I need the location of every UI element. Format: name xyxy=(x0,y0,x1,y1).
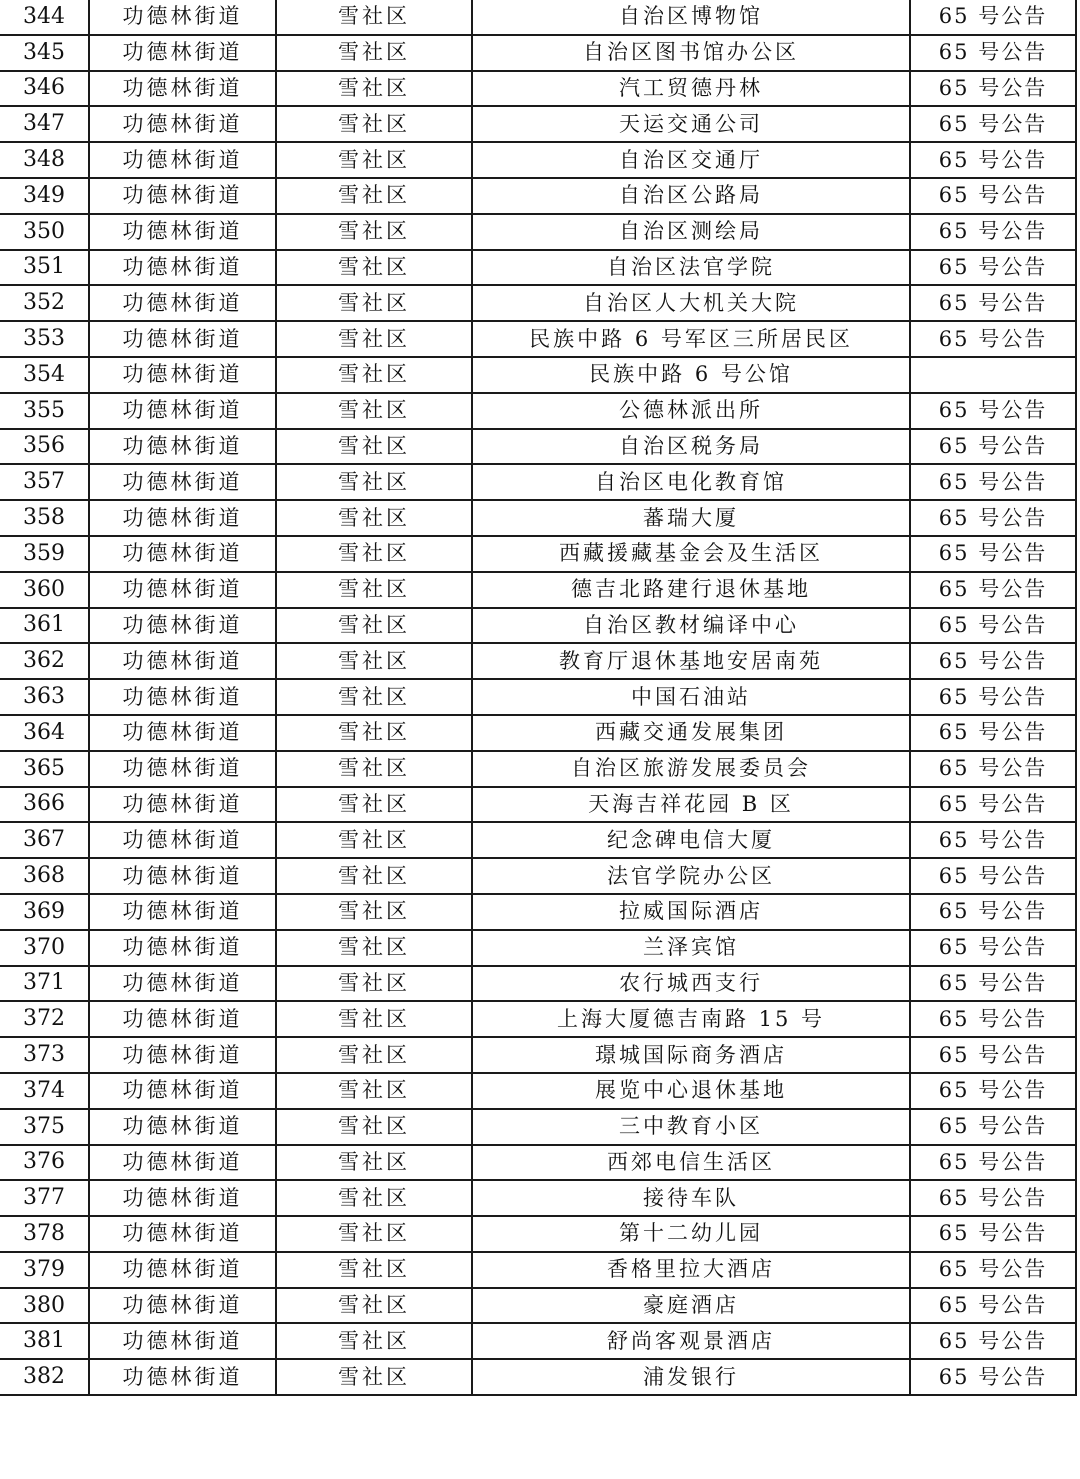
cell-street: 功德林街道 xyxy=(89,1288,276,1324)
cell-community: 雪社区 xyxy=(276,1109,472,1145)
cell-street: 功德林街道 xyxy=(89,214,276,250)
cell-unit: 香格里拉大酒店 xyxy=(472,1252,910,1288)
cell-notice: 65 号公告 xyxy=(910,1252,1076,1288)
cell-street: 功德林街道 xyxy=(89,35,276,71)
cell-community: 雪社区 xyxy=(276,1073,472,1109)
cell-street: 功德林街道 xyxy=(89,822,276,858)
table-row xyxy=(0,464,1076,500)
cell-community: 雪社区 xyxy=(276,285,472,321)
cell-community: 雪社区 xyxy=(276,214,472,250)
cell-street: 功德林街道 xyxy=(89,608,276,644)
cell-unit: 自治区人大机关大院 xyxy=(472,285,910,321)
cell-unit: 蕃瑞大厦 xyxy=(472,500,910,536)
cell-notice: 65 号公告 xyxy=(910,1216,1076,1252)
cell-community: 雪社区 xyxy=(276,1359,472,1395)
cell-notice: 65 号公告 xyxy=(910,71,1076,107)
table-row xyxy=(0,178,1076,214)
table-row xyxy=(0,357,1076,393)
cell-notice: 65 号公告 xyxy=(910,930,1076,966)
cell-street: 功德林街道 xyxy=(89,142,276,178)
cell-street: 功德林街道 xyxy=(89,966,276,1002)
cell-street: 功德林街道 xyxy=(89,357,276,393)
cell-street: 功德林街道 xyxy=(89,1109,276,1145)
cell-community: 雪社区 xyxy=(276,106,472,142)
cell-number: 376 xyxy=(0,1145,89,1181)
cell-street: 功德林街道 xyxy=(89,1145,276,1181)
table-row xyxy=(0,536,1076,572)
cell-unit: 中国石油站 xyxy=(472,679,910,715)
cell-community: 雪社区 xyxy=(276,1252,472,1288)
cell-notice: 65 号公告 xyxy=(910,214,1076,250)
cell-notice: 65 号公告 xyxy=(910,393,1076,429)
cell-community: 雪社区 xyxy=(276,608,472,644)
cell-street: 功德林街道 xyxy=(89,787,276,823)
cell-unit: 豪庭酒店 xyxy=(472,1288,910,1324)
cell-notice: 65 号公告 xyxy=(910,321,1076,357)
cell-street: 功德林街道 xyxy=(89,393,276,429)
table-row xyxy=(0,71,1076,107)
cell-notice: 65 号公告 xyxy=(910,1109,1076,1145)
cell-notice: 65 号公告 xyxy=(910,285,1076,321)
cell-number: 358 xyxy=(0,500,89,536)
cell-notice: 65 号公告 xyxy=(910,464,1076,500)
table-row xyxy=(0,0,1076,35)
cell-street: 功德林街道 xyxy=(89,643,276,679)
cell-number: 372 xyxy=(0,1001,89,1037)
cell-community: 雪社区 xyxy=(276,930,472,966)
cell-notice: 65 号公告 xyxy=(910,1037,1076,1073)
cell-community: 雪社区 xyxy=(276,393,472,429)
cell-community: 雪社区 xyxy=(276,822,472,858)
cell-unit: 自治区交通厅 xyxy=(472,142,910,178)
table-row xyxy=(0,715,1076,751)
cell-street: 功德林街道 xyxy=(89,106,276,142)
cell-notice: 65 号公告 xyxy=(910,1180,1076,1216)
cell-unit: 公德林派出所 xyxy=(472,393,910,429)
cell-notice: 65 号公告 xyxy=(910,35,1076,71)
cell-unit: 纪念碑电信大厦 xyxy=(472,822,910,858)
cell-number: 355 xyxy=(0,393,89,429)
cell-number: 375 xyxy=(0,1109,89,1145)
table-row xyxy=(0,250,1076,286)
cell-notice: 65 号公告 xyxy=(910,608,1076,644)
cell-unit: 拉威国际酒店 xyxy=(472,894,910,930)
cell-number: 369 xyxy=(0,894,89,930)
cell-notice: 65 号公告 xyxy=(910,142,1076,178)
cell-community: 雪社区 xyxy=(276,679,472,715)
cell-street: 功德林街道 xyxy=(89,1180,276,1216)
cell-unit: 自治区图书馆办公区 xyxy=(472,35,910,71)
cell-street: 功德林街道 xyxy=(89,751,276,787)
cell-unit: 天海吉祥花园 B 区 xyxy=(472,787,910,823)
cell-number: 363 xyxy=(0,679,89,715)
table-row xyxy=(0,966,1076,1002)
cell-unit: 自治区教材编译中心 xyxy=(472,608,910,644)
cell-street: 功德林街道 xyxy=(89,715,276,751)
cell-notice: 65 号公告 xyxy=(910,751,1076,787)
table-row xyxy=(0,142,1076,178)
cell-street: 功德林街道 xyxy=(89,1037,276,1073)
table-row xyxy=(0,1288,1076,1324)
cell-unit: 展览中心退休基地 xyxy=(472,1073,910,1109)
cell-number: 373 xyxy=(0,1037,89,1073)
cell-community: 雪社区 xyxy=(276,464,472,500)
cell-community: 雪社区 xyxy=(276,1323,472,1359)
cell-street: 功德林街道 xyxy=(89,464,276,500)
cell-number: 382 xyxy=(0,1359,89,1395)
cell-street: 功德林街道 xyxy=(89,321,276,357)
cell-number: 349 xyxy=(0,178,89,214)
cell-community: 雪社区 xyxy=(276,0,472,35)
cell-unit: 西藏交通发展集团 xyxy=(472,715,910,751)
cell-number: 357 xyxy=(0,464,89,500)
cell-community: 雪社区 xyxy=(276,536,472,572)
cell-unit: 西郊电信生活区 xyxy=(472,1145,910,1181)
cell-notice: 65 号公告 xyxy=(910,0,1076,35)
cell-unit: 汽工贸德丹林 xyxy=(472,71,910,107)
cell-unit: 自治区法官学院 xyxy=(472,250,910,286)
cell-notice: 65 号公告 xyxy=(910,679,1076,715)
table-row xyxy=(0,1216,1076,1252)
table-row xyxy=(0,1073,1076,1109)
cell-number: 345 xyxy=(0,35,89,71)
cell-number: 359 xyxy=(0,536,89,572)
cell-notice: 65 号公告 xyxy=(910,858,1076,894)
cell-notice: 65 号公告 xyxy=(910,1145,1076,1181)
cell-street: 功德林街道 xyxy=(89,1252,276,1288)
cell-street: 功德林街道 xyxy=(89,536,276,572)
cell-number: 352 xyxy=(0,285,89,321)
cell-community: 雪社区 xyxy=(276,71,472,107)
cell-unit: 三中教育小区 xyxy=(472,1109,910,1145)
table-row xyxy=(0,500,1076,536)
cell-street: 功德林街道 xyxy=(89,250,276,286)
table-row xyxy=(0,1180,1076,1216)
cell-community: 雪社区 xyxy=(276,1037,472,1073)
cell-unit: 自治区电化教育馆 xyxy=(472,464,910,500)
cell-unit: 民族中路 6 号军区三所居民区 xyxy=(472,321,910,357)
cell-number: 370 xyxy=(0,930,89,966)
table-row xyxy=(0,787,1076,823)
cell-number: 362 xyxy=(0,643,89,679)
cell-number: 366 xyxy=(0,787,89,823)
cell-number: 344 xyxy=(0,0,89,35)
cell-community: 雪社区 xyxy=(276,1288,472,1324)
cell-street: 功德林街道 xyxy=(89,1323,276,1359)
cell-number: 361 xyxy=(0,608,89,644)
cell-community: 雪社区 xyxy=(276,1216,472,1252)
cell-unit: 浦发银行 xyxy=(472,1359,910,1395)
cell-number: 368 xyxy=(0,858,89,894)
table-row xyxy=(0,214,1076,250)
cell-community: 雪社区 xyxy=(276,500,472,536)
cell-community: 雪社区 xyxy=(276,35,472,71)
table-row xyxy=(0,1145,1076,1181)
cell-notice: 65 号公告 xyxy=(910,787,1076,823)
cell-community: 雪社区 xyxy=(276,715,472,751)
cell-number: 365 xyxy=(0,751,89,787)
cell-street: 功德林街道 xyxy=(89,930,276,966)
cell-number: 356 xyxy=(0,429,89,465)
cell-unit: 兰泽宾馆 xyxy=(472,930,910,966)
cell-street: 功德林街道 xyxy=(89,1359,276,1395)
table-row xyxy=(0,393,1076,429)
cell-notice: 65 号公告 xyxy=(910,536,1076,572)
cell-number: 377 xyxy=(0,1180,89,1216)
table-row xyxy=(0,1001,1076,1037)
cell-community: 雪社区 xyxy=(276,142,472,178)
cell-notice: 65 号公告 xyxy=(910,572,1076,608)
cell-community: 雪社区 xyxy=(276,894,472,930)
cell-street: 功德林街道 xyxy=(89,572,276,608)
cell-unit: 舒尚客观景酒店 xyxy=(472,1323,910,1359)
cell-notice: 65 号公告 xyxy=(910,1359,1076,1395)
cell-number: 364 xyxy=(0,715,89,751)
cell-unit: 自治区公路局 xyxy=(472,178,910,214)
cell-unit: 自治区税务局 xyxy=(472,429,910,465)
table-row xyxy=(0,822,1076,858)
cell-number: 367 xyxy=(0,822,89,858)
cell-street: 功德林街道 xyxy=(89,1001,276,1037)
cell-number: 374 xyxy=(0,1073,89,1109)
cell-community: 雪社区 xyxy=(276,858,472,894)
table-row xyxy=(0,858,1076,894)
cell-street: 功德林街道 xyxy=(89,500,276,536)
table-row xyxy=(0,930,1076,966)
cell-street: 功德林街道 xyxy=(89,0,276,35)
cell-unit: 民族中路 6 号公馆 xyxy=(472,357,910,393)
cell-street: 功德林街道 xyxy=(89,679,276,715)
table-row xyxy=(0,285,1076,321)
cell-number: 378 xyxy=(0,1216,89,1252)
cell-number: 353 xyxy=(0,321,89,357)
cell-unit: 德吉北路建行退休基地 xyxy=(472,572,910,608)
cell-number: 371 xyxy=(0,966,89,1002)
cell-community: 雪社区 xyxy=(276,357,472,393)
cell-notice: 65 号公告 xyxy=(910,1288,1076,1324)
cell-unit: 农行城西支行 xyxy=(472,966,910,1002)
table-row xyxy=(0,429,1076,465)
table-row xyxy=(0,321,1076,357)
table-row xyxy=(0,35,1076,71)
cell-unit: 天运交通公司 xyxy=(472,106,910,142)
cell-unit: 第十二幼儿园 xyxy=(472,1216,910,1252)
cell-notice: 65 号公告 xyxy=(910,966,1076,1002)
cell-street: 功德林街道 xyxy=(89,285,276,321)
cell-number: 360 xyxy=(0,572,89,608)
table-row xyxy=(0,608,1076,644)
cell-community: 雪社区 xyxy=(276,429,472,465)
cell-community: 雪社区 xyxy=(276,751,472,787)
cell-unit: 上海大厦德吉南路 15 号 xyxy=(472,1001,910,1037)
cell-number: 347 xyxy=(0,106,89,142)
table-row xyxy=(0,1323,1076,1359)
table-row xyxy=(0,894,1076,930)
cell-unit: 西藏援藏基金会及生活区 xyxy=(472,536,910,572)
cell-community: 雪社区 xyxy=(276,643,472,679)
cell-unit: 自治区博物馆 xyxy=(472,0,910,35)
cell-unit: 教育厅退休基地安居南苑 xyxy=(472,643,910,679)
cell-community: 雪社区 xyxy=(276,1180,472,1216)
cell-notice: 65 号公告 xyxy=(910,106,1076,142)
cell-notice: 65 号公告 xyxy=(910,1323,1076,1359)
cell-community: 雪社区 xyxy=(276,572,472,608)
cell-street: 功德林街道 xyxy=(89,178,276,214)
cell-street: 功德林街道 xyxy=(89,858,276,894)
cell-notice: 65 号公告 xyxy=(910,429,1076,465)
cell-number: 351 xyxy=(0,250,89,286)
cell-notice: 65 号公告 xyxy=(910,1073,1076,1109)
cell-unit: 自治区旅游发展委员会 xyxy=(472,751,910,787)
cell-community: 雪社区 xyxy=(276,321,472,357)
cell-community: 雪社区 xyxy=(276,178,472,214)
cell-notice: 65 号公告 xyxy=(910,643,1076,679)
cell-number: 379 xyxy=(0,1252,89,1288)
cell-number: 348 xyxy=(0,142,89,178)
table-row xyxy=(0,106,1076,142)
cell-notice: 65 号公告 xyxy=(910,715,1076,751)
cell-unit: 法官学院办公区 xyxy=(472,858,910,894)
table-row xyxy=(0,572,1076,608)
cell-notice: 65 号公告 xyxy=(910,500,1076,536)
cell-street: 功德林街道 xyxy=(89,1073,276,1109)
cell-number: 350 xyxy=(0,214,89,250)
cell-community: 雪社区 xyxy=(276,787,472,823)
cell-number: 380 xyxy=(0,1288,89,1324)
cell-community: 雪社区 xyxy=(276,250,472,286)
table-row xyxy=(0,751,1076,787)
cell-notice: 65 号公告 xyxy=(910,894,1076,930)
cell-number: 346 xyxy=(0,71,89,107)
cell-notice xyxy=(910,357,1076,393)
cell-notice: 65 号公告 xyxy=(910,822,1076,858)
cell-unit: 自治区测绘局 xyxy=(472,214,910,250)
table-row xyxy=(0,1359,1076,1395)
cell-notice: 65 号公告 xyxy=(910,250,1076,286)
cell-community: 雪社区 xyxy=(276,1145,472,1181)
cell-unit: 接待车队 xyxy=(472,1180,910,1216)
cell-notice: 65 号公告 xyxy=(910,178,1076,214)
cell-street: 功德林街道 xyxy=(89,429,276,465)
table-row xyxy=(0,643,1076,679)
cell-number: 354 xyxy=(0,357,89,393)
table-row xyxy=(0,1109,1076,1145)
cell-street: 功德林街道 xyxy=(89,71,276,107)
table-row xyxy=(0,679,1076,715)
cell-street: 功德林街道 xyxy=(89,894,276,930)
cell-community: 雪社区 xyxy=(276,966,472,1002)
cell-community: 雪社区 xyxy=(276,1001,472,1037)
cell-number: 381 xyxy=(0,1323,89,1359)
cell-street: 功德林街道 xyxy=(89,1216,276,1252)
cell-notice: 65 号公告 xyxy=(910,1001,1076,1037)
table-row xyxy=(0,1252,1076,1288)
table-row xyxy=(0,1037,1076,1073)
cell-unit: 璟城国际商务酒店 xyxy=(472,1037,910,1073)
